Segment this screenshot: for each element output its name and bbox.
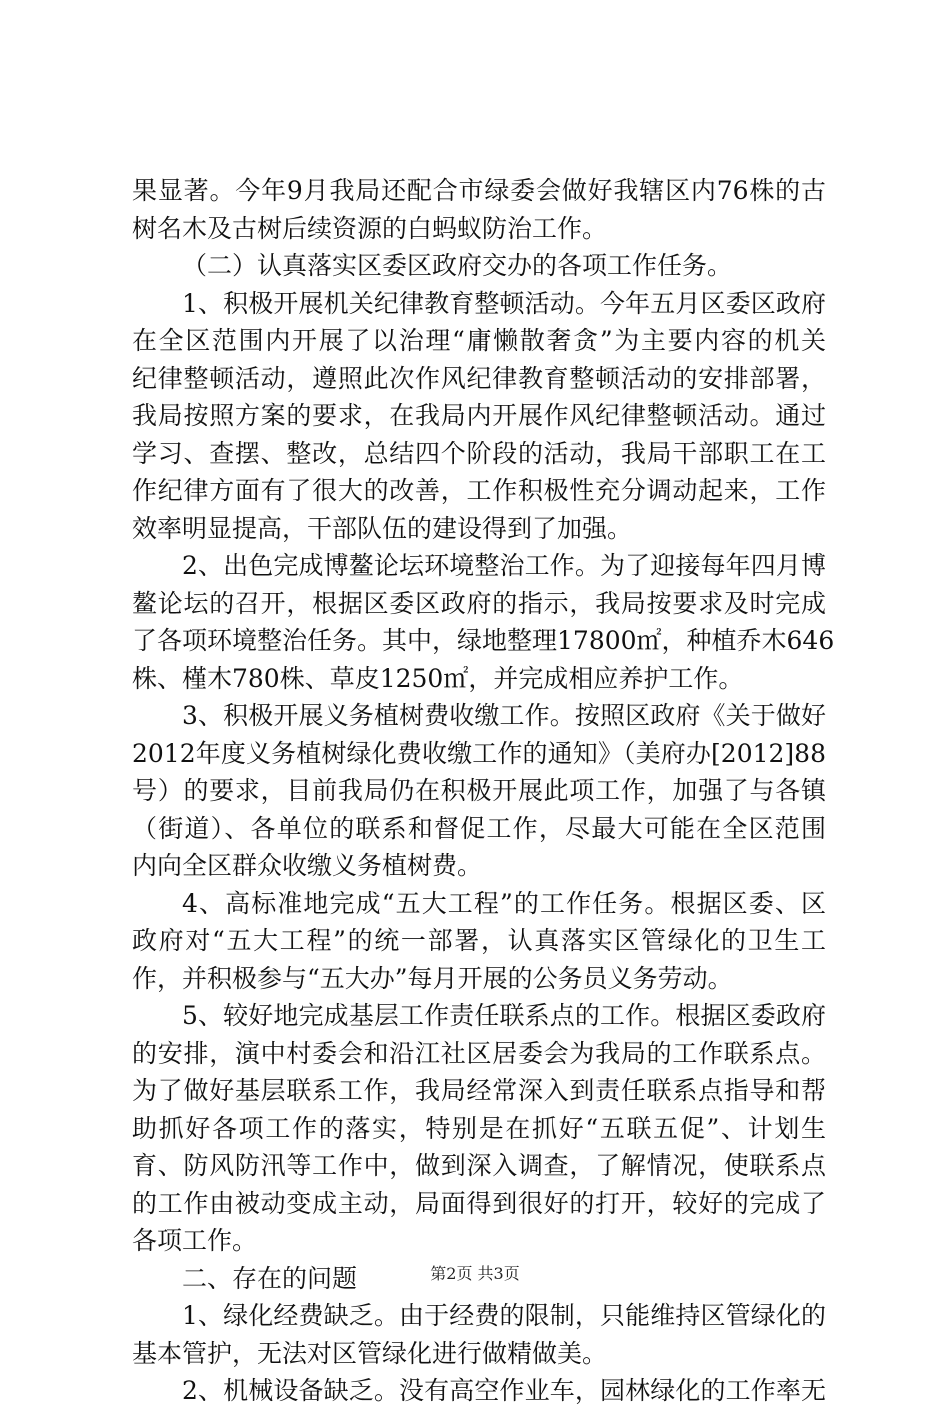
text-line: 作，并积极参与“五大办”每月开展的公务员义务劳动。 bbox=[132, 963, 733, 993]
text-line: 基本管护，无法对区管绿化进行做精做美。 bbox=[132, 1338, 608, 1368]
text-line: 效率明显提高，干部队伍的建设得到了加强。 bbox=[132, 513, 633, 543]
text-line: 内向全区群众收缴义务植树费。 bbox=[132, 851, 483, 880]
text-line: 作纪律方面有了很大的改善，工作积极性充分调动起来，工作 bbox=[132, 476, 826, 505]
text-line: 我局按照方案的要求，在我局内开展作风纪律整顿活动。通过 bbox=[132, 401, 826, 430]
text-line: 了各项环境整治任务。其中，绿地整理17800㎡，种植乔木646 bbox=[132, 626, 835, 655]
text-line: 的工作由被动变成主动，局面得到很好的打开，较好的完成了 bbox=[132, 1188, 826, 1218]
page-number-footer: 第2页 共3页 bbox=[430, 1264, 520, 1283]
text-line: 1、积极开展机关纪律教育整顿活动。今年五月区委区政府 bbox=[182, 288, 826, 318]
text-line: 5、较好地完成基层工作责任联系点的工作。根据区委政府 bbox=[182, 1001, 826, 1030]
text-line: （二）认真落实区委区政府交办的各项工作任务。 bbox=[182, 251, 733, 280]
text-line: 纪律整顿活动，遵照此次作风纪律教育整顿活动的安排部署， bbox=[132, 363, 826, 393]
text-line: 4、高标准地完成“五大工程”的工作任务。根据区委、区 bbox=[182, 888, 826, 918]
document-body bbox=[132, 172, 835, 1410]
text-line: 果显著。今年9月我局还配合市绿委会做好我辖区内76株的古 bbox=[132, 176, 826, 205]
text-line: 2、出色完成博鳌论坛环境整治工作。为了迎接每年四月博 bbox=[182, 551, 826, 580]
text-line: 树名木及古树后续资源的白蚂蚁防治工作。 bbox=[132, 213, 608, 243]
text-line: 号）的要求，目前我局仍在积极开展此项工作，加强了与各镇 bbox=[132, 776, 826, 805]
text-line: 学习、查摆、整改，总结四个阶段的活动，我局干部职工在工 bbox=[132, 438, 826, 468]
text-line: （街道）、各单位的联系和督促工作，尽最大可能在全区范围 bbox=[132, 813, 826, 843]
text-line: 各项工作。 bbox=[132, 1226, 258, 1255]
text-line: 助抓好各项工作的落实，特别是在抓好“五联五促”、计划生 bbox=[132, 1113, 826, 1143]
text-line: 的安排，演中村委会和沿江社区居委会为我局的工作联系点。 bbox=[132, 1038, 826, 1068]
text-line: 3、积极开展义务植树费收缴工作。按照区政府《关于做好 bbox=[182, 701, 826, 730]
text-line: 为了做好基层联系工作，我局经常深入到责任联系点指导和帮 bbox=[132, 1076, 826, 1105]
text-line: 2012年度义务植树绿化费收缴工作的通知》（美府办[2012]88 bbox=[132, 738, 826, 768]
text-line: 鳌论坛的召开，根据区委区政府的指示，我局按要求及时完成 bbox=[132, 588, 826, 618]
text-line: 二、存在的问题 bbox=[182, 1263, 358, 1293]
text-line: 1、绿化经费缺乏。由于经费的限制，只能维持区管绿化的 bbox=[182, 1301, 826, 1330]
text-line: 在全区范围内开展了以治理“庸懒散奢贪”为主要内容的机关 bbox=[132, 326, 826, 355]
text-line: 株、槿木780株、草皮1250㎡，并完成相应养护工作。 bbox=[132, 663, 744, 693]
text-line: 政府对“五大工程”的统一部署，认真落实区管绿化的卫生工 bbox=[132, 926, 826, 955]
text-line: 2、机械设备缺乏。没有高空作业车，园林绿化的工作率无 bbox=[182, 1376, 826, 1405]
text-line: 育、防风防汛等工作中，做到深入调查，了解情况，使联系点 bbox=[132, 1151, 826, 1180]
